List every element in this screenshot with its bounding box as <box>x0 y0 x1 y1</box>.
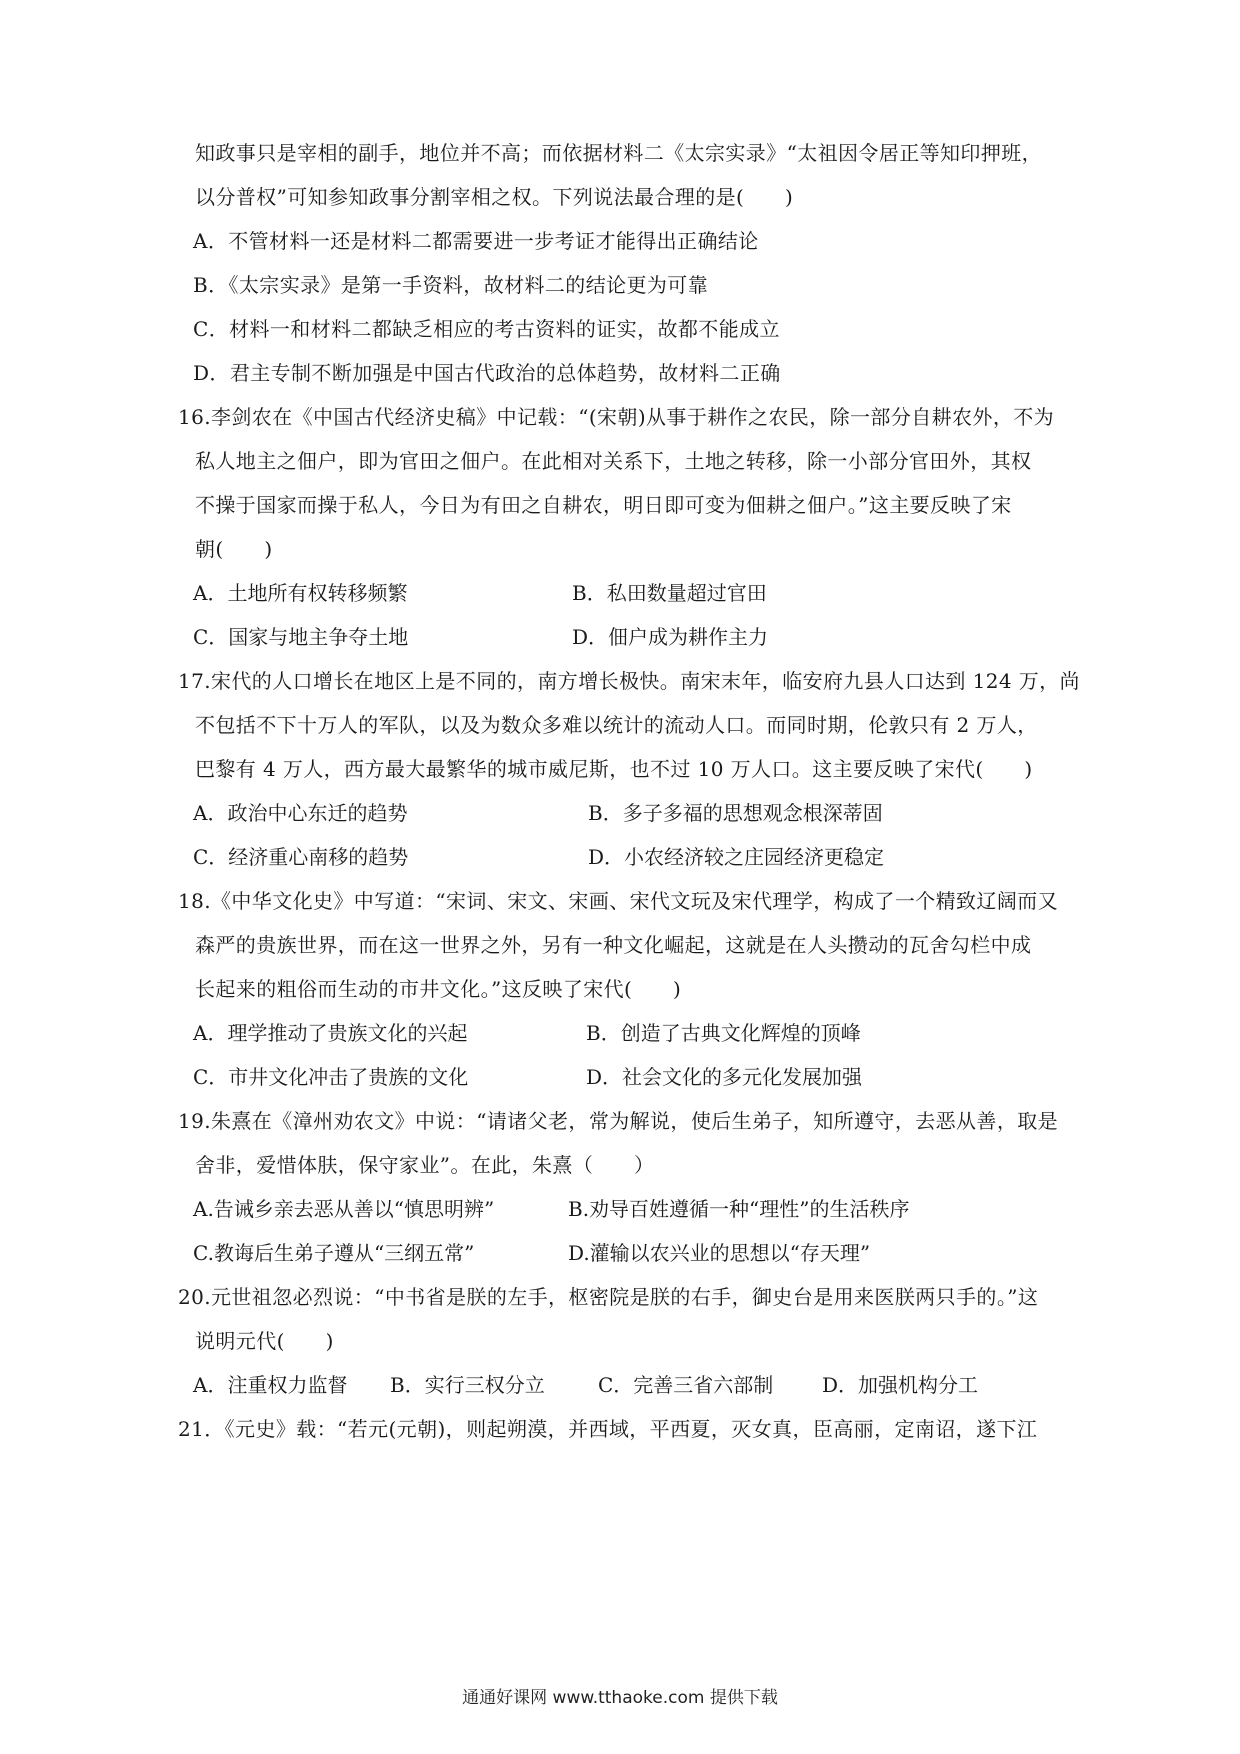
q15-option-d: D．君主专制不断加强是中国古代政治的总体趋势，故材料二正确 <box>193 361 781 385</box>
q15-option-a: A．不管材料一还是材料二都需要进一步考证才能得出正确结论 <box>193 229 759 253</box>
q19-option-d: D.灌输以农兴业的思想以“存天理” <box>568 1241 871 1265</box>
q17-text-line-1: 17.宋代的人口增长在地区上是不同的，南方增长极快。南宋末年，临安府九县人口达到 124 万，尚 <box>178 669 1080 693</box>
q16-option-b: B．私田数量超过官田 <box>572 581 767 605</box>
q17-option-c: C．经济重心南移的趋势 <box>193 845 409 869</box>
q20-text-line-2: 说明元代( ) <box>195 1329 334 1353</box>
q18-text-line-1: 18.《中华文化史》中写道：“宋词、宋文、宋画、宋代文玩及宋代理学，构成了一个精致辽阔而又 <box>178 889 1059 913</box>
q16-text-line-1: 16.李剑农在《中国古代经济史稿》中记载：“(宋朝)从事于耕作之农民，除一部分自耕农外，不为 <box>178 405 1055 429</box>
page-footer: 通通好课网 www.tthaoke.com 提供下载 <box>462 1688 778 1708</box>
q17-option-a: A．政治中心东迁的趋势 <box>193 801 408 825</box>
q19-text-line-2: 舍非，爱惜体肤，保守家业”。在此，朱熹（ ） <box>195 1153 655 1177</box>
q18-text-line-3: 长起来的粗俗而生动的市井文化。”这反映了宋代( ) <box>195 977 682 1001</box>
q16-text-line-2: 私人地主之佃户，即为官田之佃户。在此相对关系下，土地之转移，除一小部分官田外，其权 <box>195 449 1032 473</box>
q18-option-d: D．社会文化的多元化发展加强 <box>586 1065 863 1089</box>
q20-option-a: A．注重权力监督 <box>193 1373 348 1397</box>
q15-option-c: C．材料一和材料二都缺乏相应的考古资料的证实，故都不能成立 <box>193 317 780 341</box>
q16-option-d: D．佃户成为耕作主力 <box>572 625 769 649</box>
q17-text-line-3: 巴黎有 4 万人，西方最大最繁华的城市威尼斯，也不过 10 万人口。这主要反映了宋代( ) <box>195 757 1033 781</box>
q20-option-c: C．完善三省六部制 <box>598 1373 774 1397</box>
q20-option-d: D．加强机构分工 <box>822 1373 979 1397</box>
q17-option-d: D．小农经济较之庄园经济更稳定 <box>588 845 885 869</box>
q20-text-line-1: 20.元世祖忽必烈说：“中书省是朕的左手，枢密院是朕的右手，御史台是用来医朕两只手的。”这 <box>178 1285 1039 1309</box>
q16-option-a: A．土地所有权转移频繁 <box>193 581 408 605</box>
q15-option-b: B．《太宗实录》是第一手资料，故材料二的结论更为可靠 <box>193 273 709 297</box>
q19-option-c: C.教诲后生弟子遵从“三纲五常” <box>193 1241 475 1265</box>
q17-text-line-2: 不包括不下十万人的军队，以及为数众多难以统计的流动人口。而同时期，伦敦只有 2 万人， <box>195 713 1038 737</box>
q19-text-line-1: 19.朱熹在《漳州劝农文》中说：“请诸父老，常为解说，使后生弟子，知所遵守，去恶从善，取是 <box>178 1109 1059 1133</box>
q18-option-a: A．理学推动了贵族文化的兴起 <box>193 1021 468 1045</box>
q17-option-b: B．多子多福的思想观念根深蒂固 <box>588 801 883 825</box>
q16-option-c: C．国家与地主争夺土地 <box>193 625 409 649</box>
q15-text-line-2: 以分普权”可知参知政事分割宰相之权。下列说法最合理的是( ) <box>195 185 794 209</box>
q18-option-c: C．市井文化冲击了贵族的文化 <box>193 1065 469 1089</box>
q19-option-a: A.告诫乡亲去恶从善以“慎思明辨” <box>193 1197 495 1221</box>
q18-option-b: B．创造了古典文化辉煌的顶峰 <box>586 1021 861 1045</box>
q20-option-b: B．实行三权分立 <box>390 1373 545 1397</box>
q18-text-line-2: 森严的贵族世界，而在这一世界之外，另有一种文化崛起，这就是在人头攒动的瓦舍勾栏中成 <box>195 933 1032 957</box>
q15-text-line-1: 知政事只是宰相的副手，地位并不高；而依据材料二《太宗实录》“太祖因令居正等知印押班， <box>195 141 1043 165</box>
q19-option-b: B.劝导百姓遵循一种“理性”的生活秩序 <box>568 1197 910 1221</box>
q21-text-line-1: 21．《元史》载：“若元(元朝)，则起朔漠，并西域，平西夏，灭女真，臣高丽，定南诏，遂下江 <box>178 1417 1038 1441</box>
q16-text-line-4: 朝( ) <box>195 537 273 561</box>
q16-text-line-3: 不操于国家而操于私人，今日为有田之自耕农，明日即可变为佃耕之佃户。”这主要反映了宋 <box>195 493 1012 517</box>
